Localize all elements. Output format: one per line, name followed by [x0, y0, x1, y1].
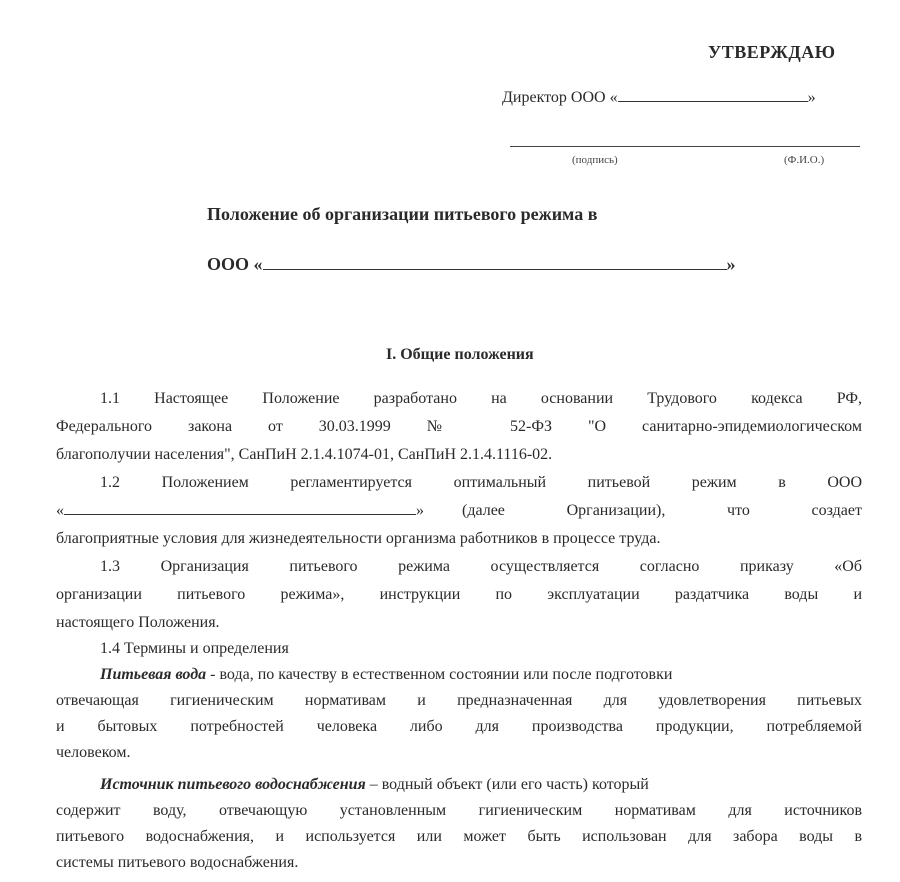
paragraph-line: настоящего Положения.	[56, 614, 220, 631]
definition-line: человеком.	[56, 744, 131, 761]
paragraph-line: Федерального закона от 30.03.1999 № 52-ФЗ "О санитарно-эпидемиологическом	[56, 418, 862, 435]
director-line	[502, 89, 816, 107]
paragraph-line: благополучии населения", СанПиН 2.1.4.1074-01, СанПиН 2.1.4.1116-02.	[56, 446, 553, 463]
definition-line	[100, 776, 862, 794]
director-suffix: »	[807, 89, 816, 106]
definition-term: Питьевая вода	[100, 666, 207, 683]
name-caption: (Ф.И.О.)	[784, 154, 825, 166]
document-title: Положение об организации питьевого режима в	[207, 204, 598, 224]
org-name-blank	[64, 514, 416, 515]
paragraph-line: 1.1 Настоящее Положение разработано на основании Трудового кодекса РФ,	[100, 390, 862, 407]
definition-line: содержит воду, отвечающую установленным гигиеническим нормативам для источников	[56, 802, 862, 819]
terms-heading: 1.4 Термины и определения	[100, 640, 289, 657]
title-company-blank	[263, 269, 727, 270]
definition-line	[100, 666, 862, 684]
company-name-blank	[618, 101, 808, 102]
paragraph-line: (далее Организации), что создает	[462, 502, 862, 519]
definition-line: питьевого водоснабжения, и используется или может быть использован для забора воды в	[56, 828, 862, 845]
blank-close-quote: »	[416, 502, 424, 519]
director-prefix: Директор ООО «	[502, 89, 618, 106]
title-suffix: »	[726, 254, 736, 274]
definition-text: – водный объект (или его часть) который	[365, 776, 649, 793]
paragraph-line: 1.3 Организация питьевого режима осуществляется согласно приказу «Об	[100, 558, 862, 575]
paragraph-line: 1.2 Положением регламентируется оптимальный питьевой режим в ООО	[100, 474, 862, 491]
paragraph-line: организации питьевого режима», инструкции по эксплуатации раздатчика воды и	[56, 586, 862, 603]
paragraph-line: благоприятные условия для жизнедеятельности организма работников в процессе труда.	[56, 530, 661, 547]
signature-caption: (подпись)	[572, 154, 618, 166]
definition-line: системы питьевого водоснабжения.	[56, 854, 299, 871]
blank-open-quote: «	[56, 502, 64, 519]
definition-line: и бытовых потребностей человека либо для производства продукции, потребляемой	[56, 718, 862, 735]
definition-line: отвечающая гигиеническим нормативам и предназначенная для удовлетворения питьевых	[56, 692, 862, 709]
title-prefix: ООО «	[207, 254, 263, 274]
document-title-company	[207, 254, 736, 275]
section-heading: I. Общие положения	[386, 346, 534, 363]
definition-text: - вода, по качеству в естественном состоянии или после подготовки	[206, 666, 673, 683]
approve-stamp: УТВЕРЖДАЮ	[708, 42, 836, 62]
signature-line	[510, 126, 860, 147]
definition-term: Источник питьевого водоснабжения	[100, 776, 366, 793]
